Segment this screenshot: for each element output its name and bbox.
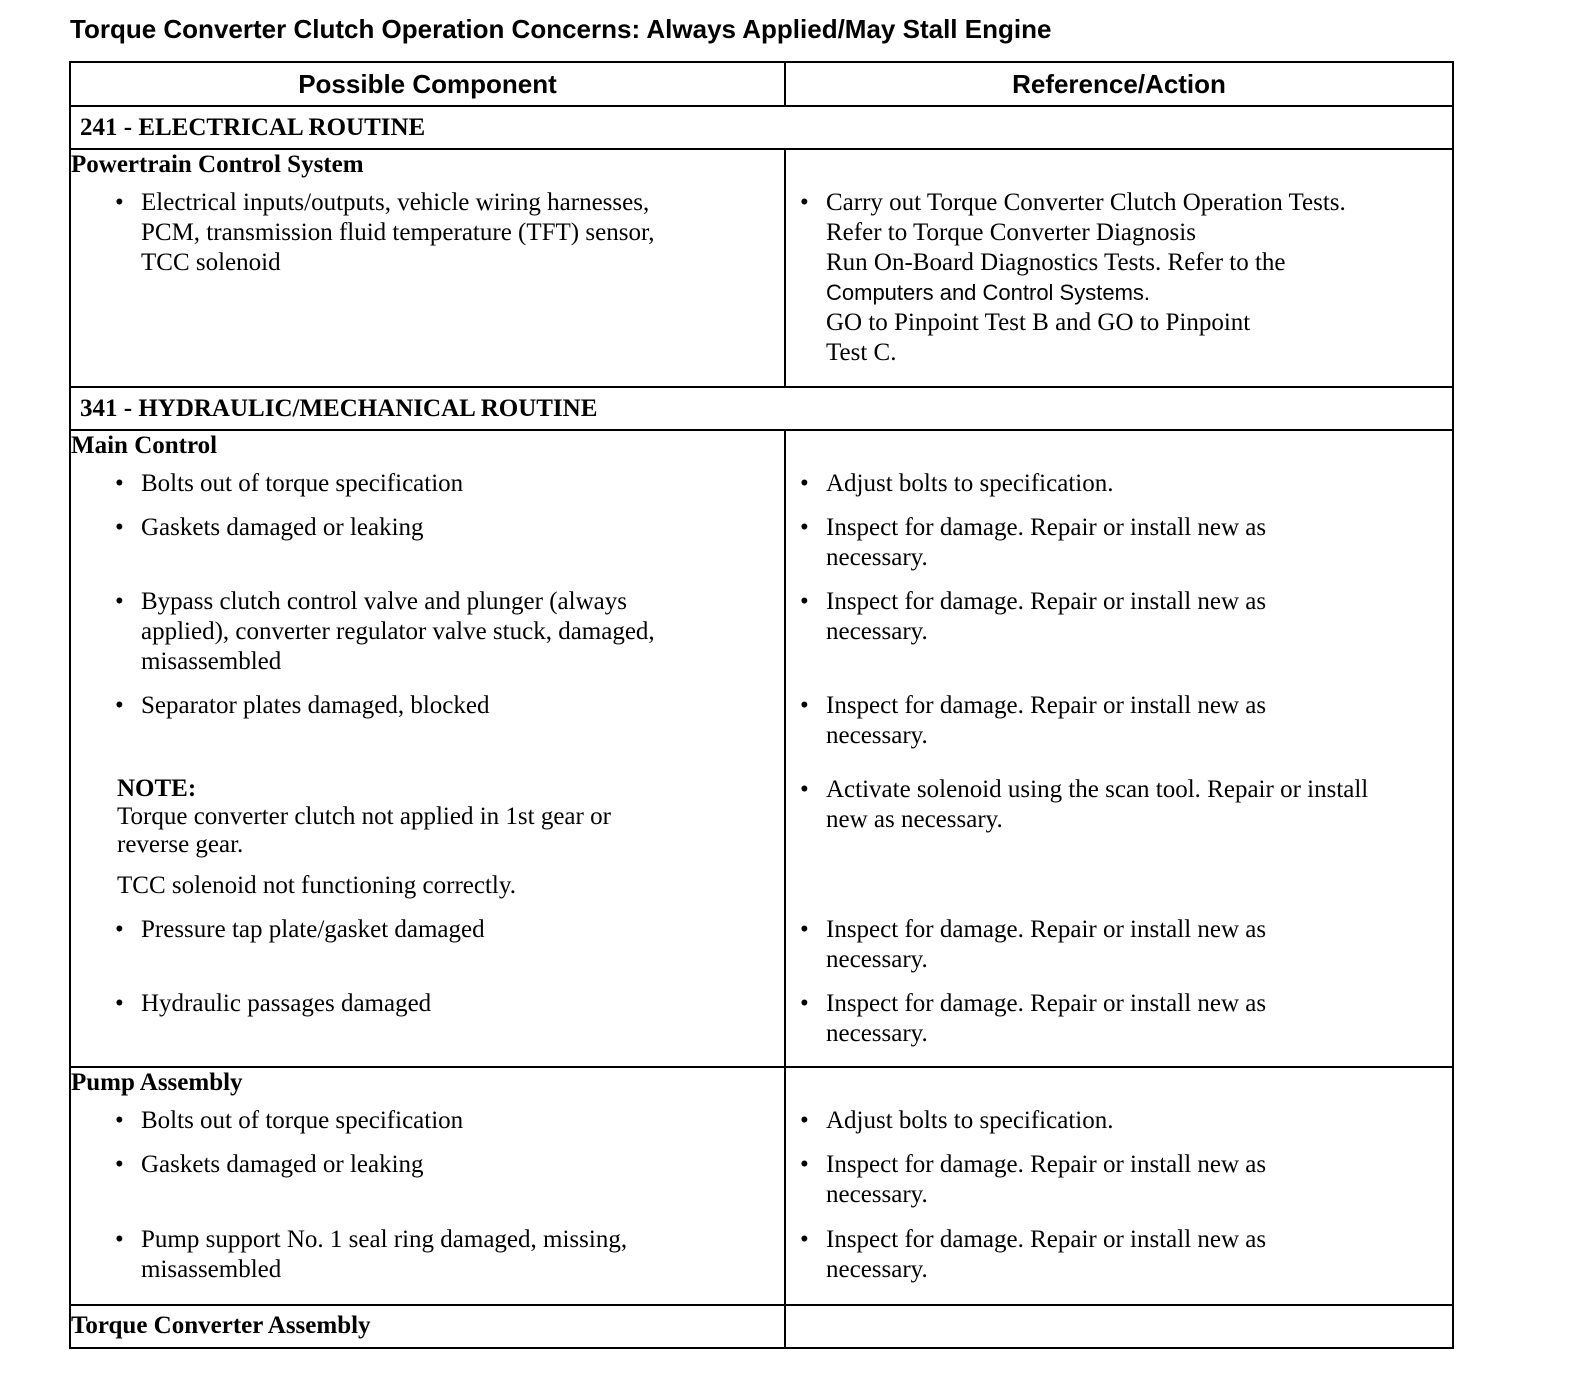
note-block bbox=[71, 775, 784, 915]
bullet-icon: • bbox=[115, 990, 124, 1017]
list-item bbox=[71, 587, 784, 691]
bullet-icon: • bbox=[800, 514, 809, 541]
group-pump-row bbox=[70, 1067, 1453, 1305]
powertrain-action-cell bbox=[785, 149, 1453, 387]
bullet-icon: • bbox=[115, 189, 124, 216]
list-item bbox=[786, 513, 1452, 587]
item-line: Electrical inputs/outputs, vehicle wiring harnesses, bbox=[141, 189, 650, 216]
page-title: Torque Converter Clutch Operation Concerns: Always Applied/May Stall Engine bbox=[70, 14, 1052, 44]
item-line: Bolts out of torque specification bbox=[141, 1107, 464, 1134]
bullet-icon: • bbox=[115, 470, 124, 497]
group-title-main-control: Main Control bbox=[71, 432, 218, 459]
item-line: Bypass clutch control valve and plunger (always bbox=[141, 588, 627, 615]
item-line: Adjust bolts to specification. bbox=[826, 470, 1114, 497]
bullet-icon: • bbox=[800, 990, 809, 1017]
item-line: necessary. bbox=[826, 946, 928, 973]
bullet-icon: • bbox=[800, 588, 809, 615]
item-line: Inspect for damage. Repair or install new as bbox=[826, 692, 1267, 719]
spacer bbox=[786, 1068, 1452, 1106]
list-item bbox=[71, 915, 784, 989]
item-line: Separator plates damaged, blocked bbox=[141, 692, 490, 719]
item-line: misassembled bbox=[141, 1256, 282, 1283]
bullet-icon: • bbox=[800, 470, 809, 497]
section-hydraulic-title: 341 - HYDRAULIC/MECHANICAL ROUTINE bbox=[70, 387, 1453, 430]
list-item bbox=[71, 1150, 784, 1225]
item-line: necessary. bbox=[826, 1256, 928, 1283]
main-control-action-cell bbox=[785, 430, 1453, 1067]
bullet-icon: • bbox=[115, 1151, 124, 1178]
bullet-icon: • bbox=[115, 916, 124, 943]
bullet-icon: • bbox=[800, 1226, 809, 1253]
item-line: TCC solenoid bbox=[141, 249, 281, 276]
list-item bbox=[786, 587, 1452, 691]
item-line: Inspect for damage. Repair or install new as bbox=[826, 1151, 1267, 1178]
item-line: Inspect for damage. Repair or install new as bbox=[826, 990, 1267, 1017]
item-line: Inspect for damage. Repair or install new as bbox=[826, 916, 1267, 943]
note-title: NOTE: bbox=[117, 775, 197, 802]
diagnosis-table bbox=[69, 61, 1454, 1349]
item-line: necessary. bbox=[826, 722, 928, 749]
group-torque-converter-row bbox=[70, 1305, 1453, 1348]
section-electrical-title: 241 - ELECTRICAL ROUTINE bbox=[70, 106, 1453, 149]
item-line: PCM, transmission fluid temperature (TFT) sensor, bbox=[141, 219, 655, 246]
item-line: necessary. bbox=[826, 544, 928, 571]
group-title-torque-converter: Torque Converter Assembly bbox=[71, 1312, 371, 1339]
list-item bbox=[786, 188, 1452, 368]
pump-component-cell bbox=[70, 1067, 785, 1305]
list-item bbox=[71, 691, 784, 775]
bullet-icon: • bbox=[800, 189, 809, 216]
group-title-pump: Pump Assembly bbox=[71, 1069, 243, 1096]
item-line: Test C. bbox=[826, 339, 897, 366]
list-item bbox=[786, 1106, 1452, 1150]
section-electrical-row bbox=[70, 106, 1453, 149]
torque-converter-component-cell bbox=[70, 1305, 785, 1348]
list-item bbox=[786, 1225, 1452, 1285]
group-title-powertrain: Powertrain Control System bbox=[71, 151, 364, 178]
bullet-icon: • bbox=[115, 514, 124, 541]
item-line: Gaskets damaged or leaking bbox=[141, 1151, 424, 1178]
bullet-icon: • bbox=[115, 1226, 124, 1253]
list-item bbox=[786, 775, 1452, 915]
item-line: necessary. bbox=[826, 618, 928, 645]
item-line: Hydraulic passages damaged bbox=[141, 990, 432, 1017]
item-line: Inspect for damage. Repair or install new as bbox=[826, 588, 1267, 615]
bullet-icon: • bbox=[115, 692, 124, 719]
item-line: Inspect for damage. Repair or install new as bbox=[826, 1226, 1267, 1253]
item-line: Pressure tap plate/gasket damaged bbox=[141, 916, 485, 943]
group-main-control-row bbox=[70, 430, 1453, 1067]
powertrain-component-cell bbox=[70, 149, 785, 387]
item-line: Inspect for damage. Repair or install new as bbox=[826, 514, 1267, 541]
list-item bbox=[786, 915, 1452, 989]
item-line: Computers and Control Systems. bbox=[826, 280, 1151, 305]
item-line: necessary. bbox=[826, 1181, 928, 1208]
item-line: Bolts out of torque specification bbox=[141, 470, 464, 497]
header-reference-action: Reference/Action bbox=[785, 62, 1453, 106]
bullet-icon: • bbox=[115, 588, 124, 615]
item-line: new as necessary. bbox=[826, 806, 1003, 833]
item-line: Carry out Torque Converter Clutch Operation Tests. bbox=[826, 189, 1346, 216]
item-line: Refer to Torque Converter Diagnosis bbox=[826, 219, 1196, 246]
section-hydraulic-row bbox=[70, 387, 1453, 430]
bullet-icon: • bbox=[800, 1151, 809, 1178]
item-line: misassembled bbox=[141, 648, 282, 675]
list-item bbox=[71, 188, 784, 278]
group-powertrain-row bbox=[70, 149, 1453, 387]
note-after: TCC solenoid not functioning correctly. bbox=[117, 872, 516, 899]
item-line: Gaskets damaged or leaking bbox=[141, 514, 424, 541]
note-line: reverse gear. bbox=[117, 831, 244, 858]
note-line: Torque converter clutch not applied in 1st gear or bbox=[117, 803, 611, 830]
item-line: Pump support No. 1 seal ring damaged, missing, bbox=[141, 1226, 628, 1253]
bullet-icon: • bbox=[800, 916, 809, 943]
item-line: necessary. bbox=[826, 1020, 928, 1047]
item-line: Adjust bolts to specification. bbox=[826, 1107, 1114, 1134]
main-control-component-cell bbox=[70, 430, 785, 1067]
list-item bbox=[786, 1150, 1452, 1225]
torque-converter-action-cell bbox=[785, 1305, 1453, 1348]
list-item bbox=[71, 1106, 784, 1150]
list-item bbox=[786, 691, 1452, 775]
bullet-icon: • bbox=[115, 1107, 124, 1134]
list-item bbox=[786, 989, 1452, 1049]
table-header-row bbox=[70, 62, 1453, 106]
item-line: Run On-Board Diagnostics Tests. Refer to the bbox=[826, 249, 1286, 276]
list-item bbox=[71, 513, 784, 587]
spacer bbox=[786, 431, 1452, 469]
bullet-icon: • bbox=[800, 776, 809, 803]
list-item bbox=[71, 469, 784, 513]
bullet-icon: • bbox=[800, 692, 809, 719]
list-item bbox=[71, 989, 784, 1019]
pump-action-cell bbox=[785, 1067, 1453, 1305]
header-possible-component: Possible Component bbox=[70, 62, 785, 106]
spacer bbox=[786, 150, 1452, 188]
item-line: GO to Pinpoint Test B and GO to Pinpoint bbox=[826, 309, 1251, 336]
list-item bbox=[71, 1225, 784, 1285]
item-line: applied), converter regulator valve stuck, damaged, bbox=[141, 618, 655, 645]
list-item bbox=[786, 469, 1452, 513]
item-line: Activate solenoid using the scan tool. Repair or install bbox=[826, 776, 1369, 803]
bullet-icon: • bbox=[800, 1107, 809, 1134]
